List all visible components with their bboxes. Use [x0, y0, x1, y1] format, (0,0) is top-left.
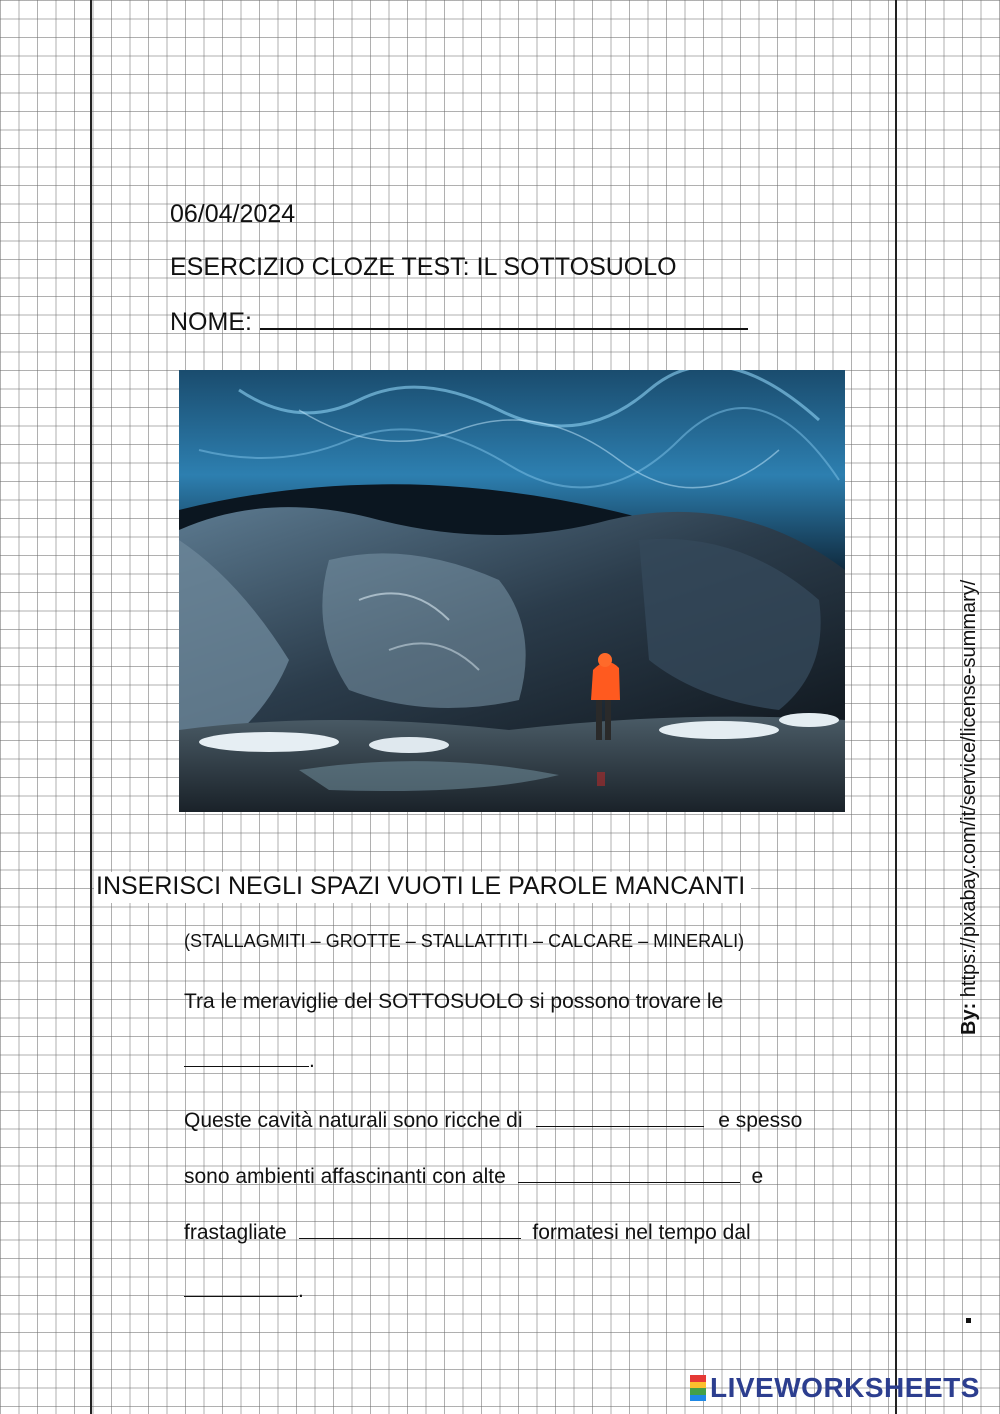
credit-url[interactable]: https://pixabay.com/it/service/license-summary/ — [958, 579, 980, 998]
sentence-line-4: sono ambienti affascinanti con alte e — [184, 1165, 764, 1188]
sentence-line-5: frastagliate formatesi nel tempo dal — [184, 1221, 751, 1244]
cave-photo — [179, 370, 845, 812]
right-margin-line — [895, 0, 897, 1414]
logo-badge-icon — [690, 1375, 706, 1401]
blank-3[interactable] — [518, 1164, 740, 1183]
date: 06/04/2024 — [170, 200, 296, 228]
name-label: NOME: — [170, 308, 252, 336]
blank-1[interactable] — [184, 1048, 309, 1067]
sentence-line-1: Tra le meraviglie del SOTTOSUOLO si possono trovare le — [184, 990, 724, 1013]
liveworksheets-logo[interactable] — [690, 1372, 980, 1404]
image-credit — [958, 580, 981, 1035]
sentence-line-6: . — [184, 1278, 304, 1303]
blank-4[interactable] — [299, 1220, 521, 1239]
instruction-heading: INSERISCI NEGLI SPAZI VUOTI LE PAROLE MANCANTI — [94, 872, 751, 903]
worksheet-title: ESERCIZIO CLOZE TEST: IL SOTTOSUOLO — [170, 253, 677, 281]
name-row — [170, 306, 748, 337]
left-margin-line — [90, 0, 92, 1414]
sentence-line-3: Queste cavità naturali sono ricche di e spesso — [184, 1109, 803, 1132]
logo-text: LIVEWORKSHEETS — [710, 1372, 980, 1403]
scan-mark — [966, 1318, 971, 1323]
blank-5[interactable] — [184, 1278, 298, 1297]
credit-prefix: By: — [958, 1002, 980, 1035]
sentence-line-2: . — [184, 1048, 315, 1073]
word-bank: (STALLAGMITI – GROTTE – STALLATTITI – CALCARE – MINERALI) — [184, 931, 745, 951]
name-input-line[interactable] — [260, 306, 748, 330]
blank-2[interactable] — [536, 1108, 704, 1127]
